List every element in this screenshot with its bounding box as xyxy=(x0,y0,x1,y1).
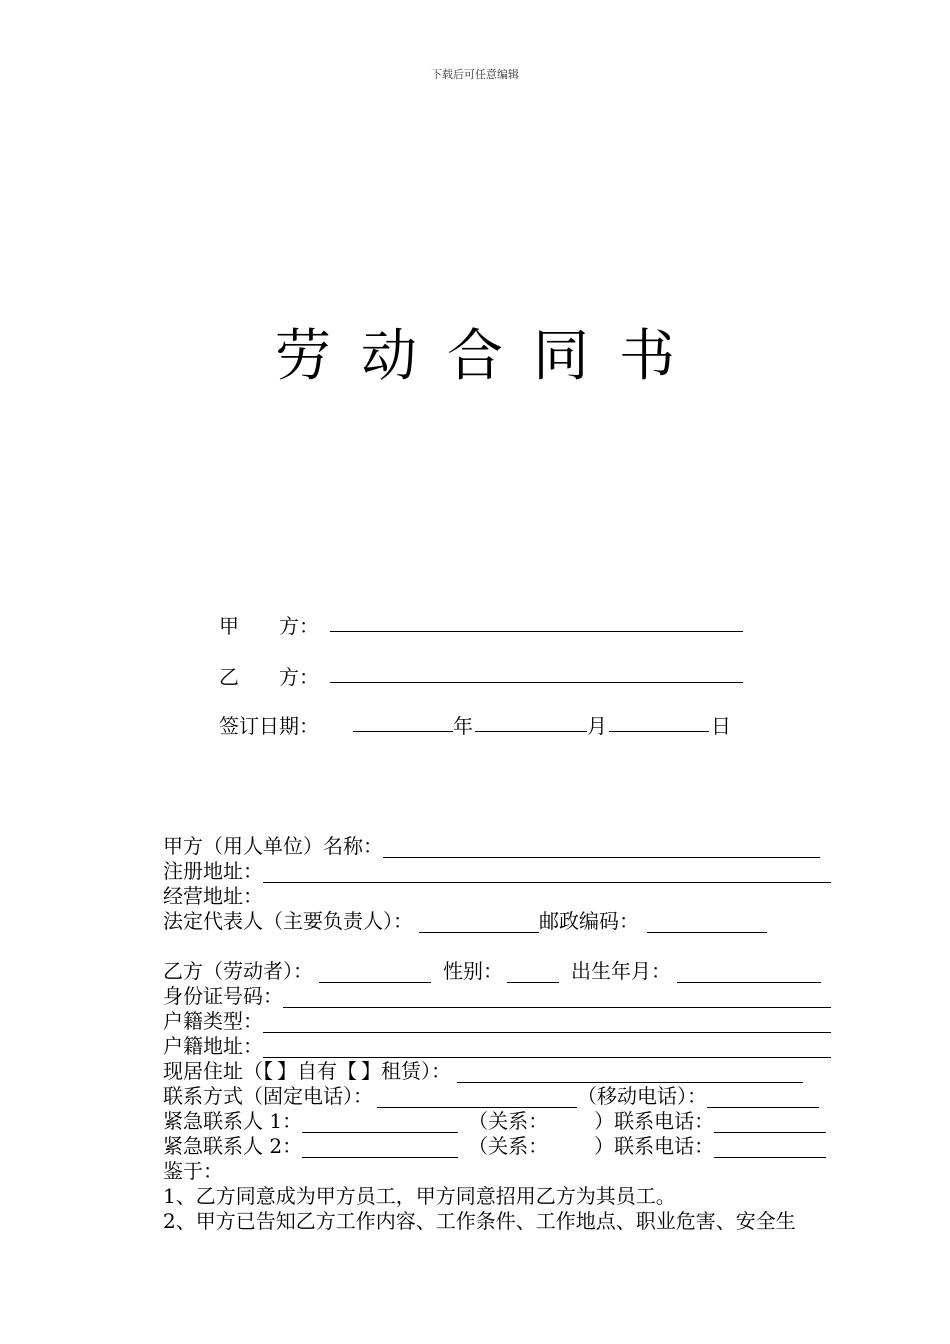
owned-label: 自有 xyxy=(297,1059,337,1083)
sign-day-field[interactable] xyxy=(609,711,709,732)
emergency1-name-field[interactable] xyxy=(302,1112,458,1133)
reg-address-field[interactable] xyxy=(263,862,831,883)
emergency1-label: 紧急联系人 1： xyxy=(163,1109,303,1133)
employee-field[interactable] xyxy=(319,962,431,983)
sign-month-field[interactable] xyxy=(475,711,587,732)
contact-row xyxy=(163,1084,819,1108)
residence-label: 现居住址（ xyxy=(163,1059,263,1083)
clause-1 xyxy=(163,1184,676,1208)
sign-date-label: 签订日期： xyxy=(219,714,319,738)
emergency2-tel-field[interactable] xyxy=(714,1137,826,1158)
emergency2-row xyxy=(163,1134,826,1158)
employer-name-label: 甲方（用人单位）名称： xyxy=(163,834,383,858)
emergency1-relation-label: （关系： xyxy=(468,1109,549,1133)
residence-row xyxy=(163,1059,803,1083)
document-title: 劳动合同书 xyxy=(275,324,705,389)
whereas-label: 鉴于： xyxy=(163,1159,223,1183)
emergency2-tel-label: ）联系电话： xyxy=(594,1134,715,1158)
emergency2-relation-label: （关系： xyxy=(468,1134,549,1158)
legal-rep-row xyxy=(163,909,767,933)
year-label: 年 xyxy=(453,714,473,738)
employee-row xyxy=(163,959,821,983)
clause-1-text: 1、乙方同意成为甲方员工，甲方同意招用乙方为其员工。 xyxy=(163,1184,676,1208)
hukou-address-label: 户籍地址： xyxy=(163,1034,263,1058)
emergency2-label: 紧急联系人 2： xyxy=(163,1134,303,1158)
party-b-label: 乙 方： xyxy=(219,665,319,689)
clause-2 xyxy=(163,1209,796,1233)
owned-checkbox-open[interactable]: 【 xyxy=(263,1059,273,1083)
clause-2-text: 2、甲方已告知乙方工作内容、工作条件、工作地点、职业危害、安全生 xyxy=(163,1209,796,1233)
page-header: 下载后可任意编辑 xyxy=(431,68,519,81)
hukou-type-label: 户籍类型： xyxy=(163,1009,263,1033)
biz-address-label: 经营地址： xyxy=(163,884,263,908)
emergency1-tel-field[interactable] xyxy=(714,1112,826,1133)
contact-mobile-field[interactable] xyxy=(707,1087,819,1108)
reg-address-row xyxy=(163,859,831,883)
contact-fixed-field[interactable] xyxy=(377,1087,577,1108)
id-row xyxy=(163,984,831,1008)
sign-year-field[interactable] xyxy=(353,711,453,732)
legal-rep-field[interactable] xyxy=(419,912,539,933)
party-a-field[interactable] xyxy=(330,611,743,632)
party-a-label: 甲 方： xyxy=(219,614,319,638)
hukou-address-row xyxy=(163,1034,831,1058)
postcode-label: 邮政编码： xyxy=(539,909,639,933)
employer-name-row xyxy=(163,834,820,858)
employee-label: 乙方（劳动者）： xyxy=(163,959,313,983)
employer-name-field[interactable] xyxy=(383,837,820,858)
gender-label: 性别： xyxy=(443,959,503,983)
gender-field[interactable] xyxy=(507,962,559,983)
birth-field[interactable] xyxy=(677,962,821,983)
month-label: 月 xyxy=(587,714,607,738)
rented-label: 租赁）： xyxy=(381,1059,451,1083)
id-label: 身份证号码： xyxy=(163,984,283,1008)
emergency2-name-field[interactable] xyxy=(302,1137,458,1158)
rented-checkbox-open[interactable]: 【 xyxy=(337,1059,357,1083)
hukou-address-field[interactable] xyxy=(263,1037,831,1058)
reg-address-label: 注册地址： xyxy=(163,859,263,883)
party-b-field[interactable] xyxy=(330,662,743,683)
hukou-type-row xyxy=(163,1009,831,1033)
residence-field[interactable] xyxy=(457,1062,803,1083)
owned-checkbox-close[interactable]: 】 xyxy=(277,1059,297,1083)
rented-checkbox-close[interactable]: 】 xyxy=(361,1059,381,1083)
contact-fixed-label: 联系方式（固定电话）： xyxy=(163,1084,373,1108)
postcode-field[interactable] xyxy=(647,912,767,933)
contact-mobile-label: （移动电话）： xyxy=(577,1084,707,1108)
emergency1-tel-label: ）联系电话： xyxy=(594,1109,715,1133)
emergency1-row xyxy=(163,1109,826,1133)
whereas-row xyxy=(163,1159,223,1183)
legal-rep-label: 法定代表人（主要负责人）： xyxy=(163,909,413,933)
birth-label: 出生年月： xyxy=(571,959,671,983)
id-field[interactable] xyxy=(283,987,831,1008)
biz-address-row xyxy=(163,884,263,908)
day-label: 日 xyxy=(711,714,731,738)
hukou-type-field[interactable] xyxy=(263,1012,831,1033)
